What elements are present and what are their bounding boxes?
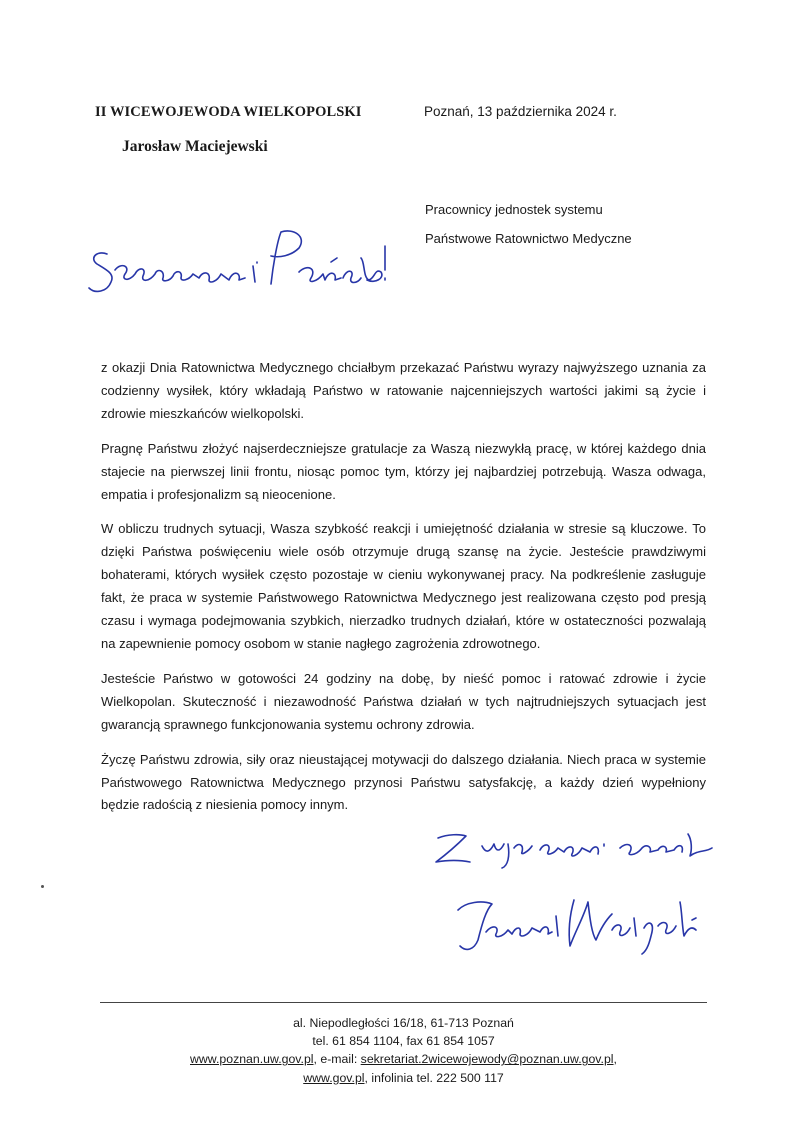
official-name: Jarosław Maciejewski (122, 138, 268, 155)
paragraph-3: W obliczu trudnych sytuacji, Wasza szybkość reakcji i umiejętność działania w stresie są kluczowe. To dzięki Państwa poświęceniu wiele osób otrzymuje drugą szansę na życie. Jesteście prawdziwymi bohaterami, których wysiłek często pozostaje w cieniu wykonywanej pracy. Na podkreślenie zasługuje fakt, że praca w systemie Państwowego Ratownictwa Medycznego jest realizowana często pod presją czasu i wymaga podejmowania szybkich, nierzadko trudnych działań, które w ostateczności pozwalają na zapewnienie pomocy osobom w stanie nagłego zagrożenia zdrowotnego. (101, 521, 706, 651)
office-title: II WICEWOJEWODA WIELKOPOLSKI (95, 104, 362, 120)
handwritten-closing (430, 822, 720, 872)
paragraph-2: Pragnę Państwu złożyć najserdeczniejsze gratulacje za Waszą niezwykłą pracę, w której każdego dnia stajecie na pierwszej linii frontu, niosąc pomoc tym, którzy jej najbardziej potrzebują. Wasza odwaga, empatia i profesjonalizm są nieocenione. (101, 440, 706, 502)
handwritten-salutation (85, 222, 405, 312)
footer-gov-line (100, 1069, 707, 1087)
email-label: , e-mail: (313, 1052, 361, 1067)
paragraph-1: z okazji Dnia Ratownictwa Medycznego chciałbym przekazać Państwu wyrazy najwyższego uznania za codzienny wysiłek, który wkładają Państwo w ratowanie najcenniejszych wartości jakimi są życie i zdrowie mieszkańców wielkopolski. (101, 360, 706, 421)
email-link[interactable]: sekretariat.2wicewojewody@poznan.uw.gov.pl (360, 1052, 614, 1067)
footer (100, 1014, 707, 1087)
paragraph-5: Życzę Państwu zdrowia, siły oraz nieustającej motywacji do dalszego działania. Niech praca w systemie Państwowego Ratownictwa Medycznego przynosi Państwu satysfakcję, a każdy dzień wypełniony będzie radością z niesienia pomocy innym. (101, 751, 706, 813)
scan-speck (41, 885, 44, 888)
infoline: , infolinia tel. 222 500 117 (364, 1070, 504, 1085)
footer-address: al. Niepodległości 16/18, 61-713 Poznań (293, 1016, 514, 1030)
footer-phone: tel. 61 854 1104, fax 61 854 1057 (312, 1034, 495, 1049)
paragraph-4: Jesteście Państwo w gotowości 24 godziny na dobę, by nieść pomoc i ratować zdrowie i życie Wielkopolan. Skuteczność i niezawodność Państwa działań w tych najtrudniejszych sytuacjach jest gwarancją sprawnego funkcjonowania systemu ochrony zdrowia. (101, 670, 706, 732)
letter-body (101, 357, 706, 829)
place-date: Poznań, 13 października 2024 r. (424, 104, 617, 119)
recipient-line-2: Państwowe Ratownictwo Medyczne (425, 231, 632, 246)
website-link[interactable]: www.poznan.uw.gov.pl (190, 1052, 314, 1067)
footer-divider (100, 1002, 707, 1003)
recipient-line-1: Pracownicy jednostek systemu (425, 202, 603, 217)
gov-website-link[interactable]: www.gov.pl (303, 1070, 365, 1085)
handwritten-signature (452, 880, 702, 960)
email-suffix: , (613, 1052, 617, 1067)
footer-contact-line (100, 1050, 707, 1068)
